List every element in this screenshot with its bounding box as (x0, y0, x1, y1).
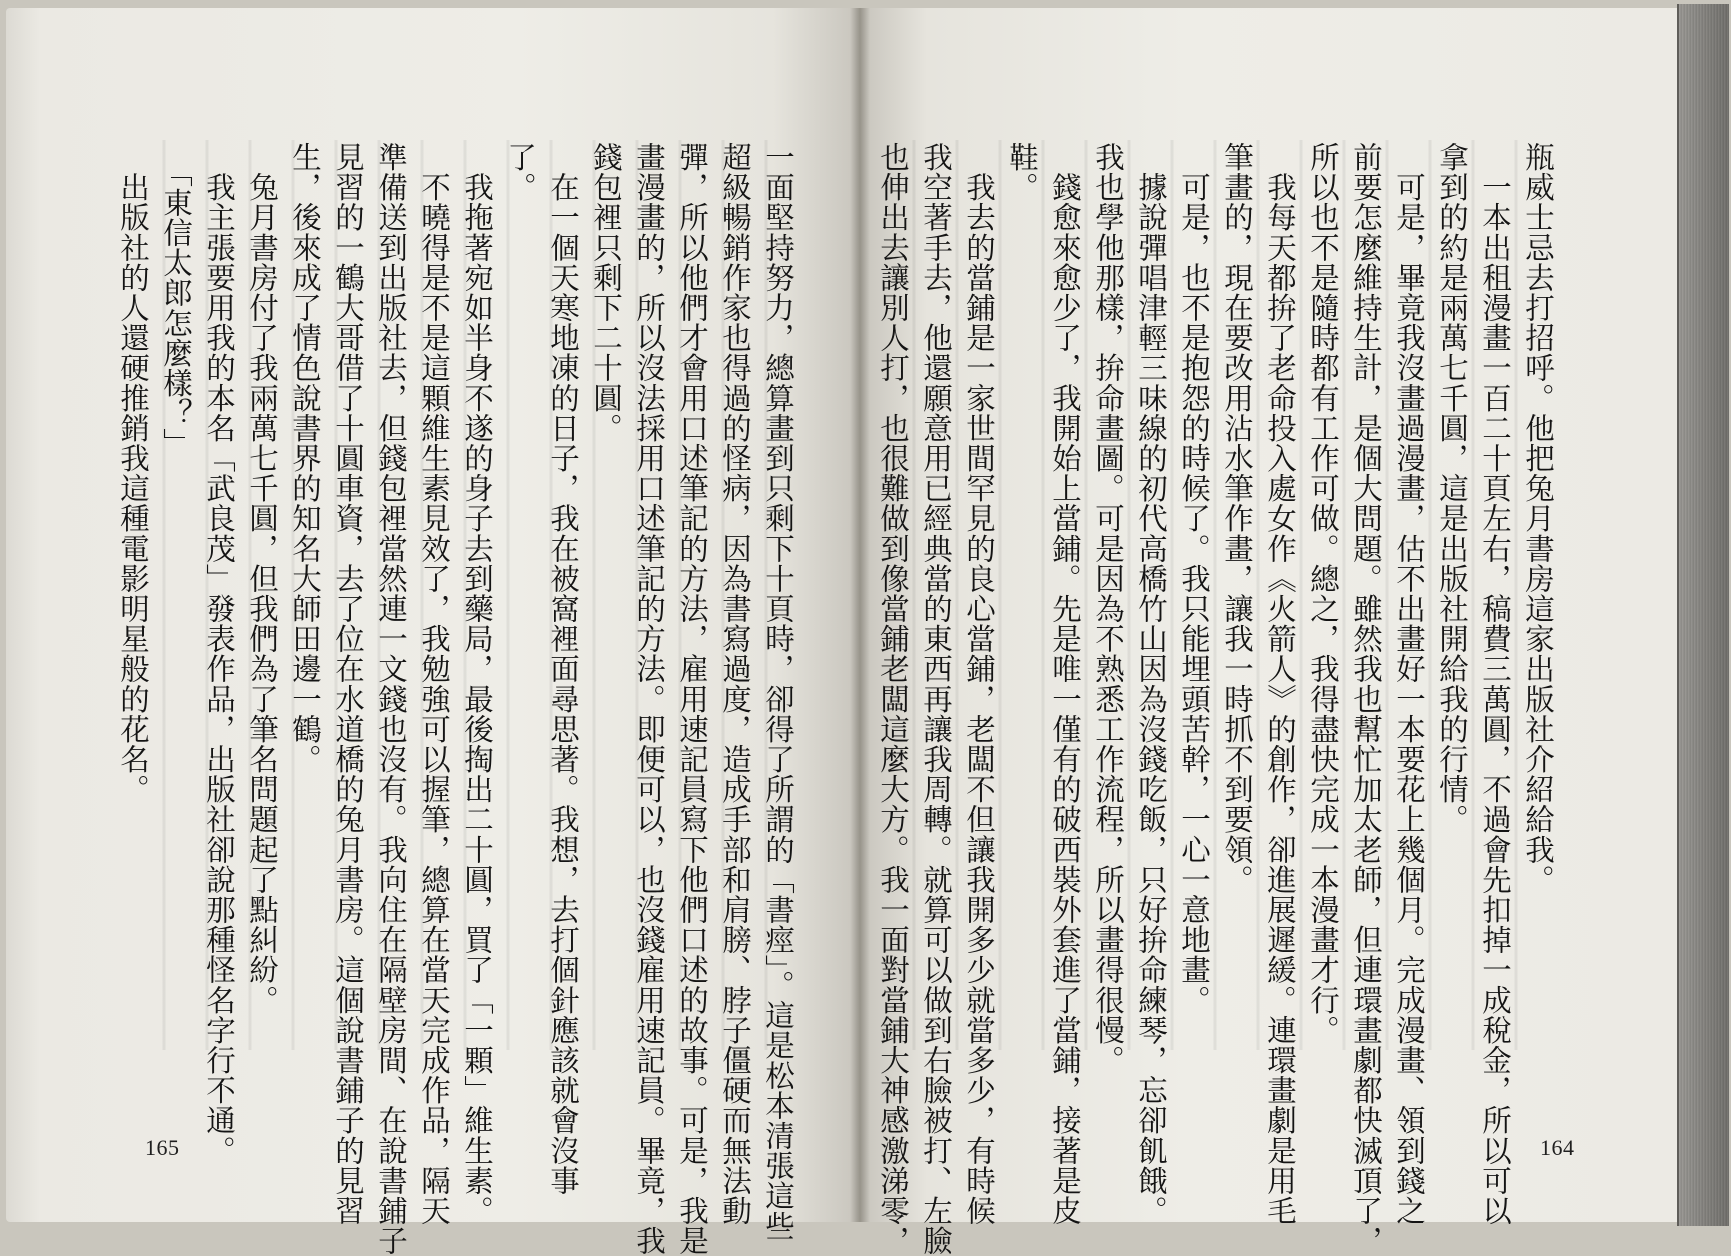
book-gutter (850, 8, 870, 1222)
text-column: 不曉得是不是這顆維生素見效了，我勉強可以握筆，總算在當天完成作品，隔天 (417, 142, 451, 1226)
text-column: 我也學他那樣，拚命畫圖。可是因為不熟悉工作流程，所以畫得很慢。 (1091, 142, 1125, 1076)
text-column: 據說彈唱津輕三味線的初代高橋竹山因為沒錢吃飯，只好拚命練琴，忘卻飢餓。 (1134, 142, 1168, 1226)
text-column: 前要怎麼維持生計，是個大問題。雖然我也幫忙加太老師，但連環畫劇都快滅頂了， (1349, 142, 1383, 1256)
text-column: 在一個天寒地凍的日子，我在被窩裡面尋思著。我想，去打個針應該就會沒事 (546, 142, 580, 1196)
text-column: 我每天都拚了老命投入處女作《火箭人》的創作，卻進展遲緩。連環畫劇是用毛 (1263, 142, 1297, 1226)
text-column: 筆畫的，現在要改用沾水筆作畫，讓我一時抓不到要領。 (1220, 142, 1254, 895)
text-column: 鞋。 (1005, 142, 1039, 203)
text-column: 生，後來成了情色說書界的知名大師田邊一鶴。 (288, 142, 322, 775)
text-column: 見習的一鶴大哥借了十圓車資，去了位在水道橋的兔月書房。這個說書鋪子的見習 (331, 142, 365, 1226)
text-column: 所以也不是隨時都有工作可做。總之，我得盡快完成一本漫畫才行。 (1306, 142, 1340, 1045)
text-column: 準備送到出版社去，但錢包裡當然連一文錢也沒有。我向住在隔壁房間、在說書鋪子 (374, 142, 408, 1256)
text-column: 瓶威士忌去打招呼。他把兔月書房這家出版社介紹給我。 (1521, 142, 1555, 895)
text-column: 超級暢銷作家也得過的怪病，因為書寫過度，造成手部和肩膀、脖子僵硬而無法動 (718, 142, 752, 1226)
text-column: 一面堅持努力，總算畫到只剩下十頁時，卻得了所謂的「書痙」。這是松本清張這些 (761, 142, 795, 1241)
page-number-left: 165 (145, 1135, 180, 1160)
text-column: 我空著手去，他還願意用已經典當的東西再讓我周轉。就算可以做到右臉被打、左臉 (919, 142, 953, 1256)
text-column: 畫漫畫的，所以沒法採用口述筆記的方法。即便可以，也沒錢雇用速記員。畢竟，我 (632, 142, 666, 1256)
text-column: 我拖著宛如半身不遂的身子去到藥局，最後掏出二十圓，買了「一顆」維生素。 (460, 142, 494, 1226)
text-column: 出版社的人還硬推銷我這種電影明星般的花名。 (116, 142, 150, 805)
text-column: 「東信太郎怎麼樣？」 (159, 142, 193, 459)
text-column: 可是，也不是抱怨的時候了。我只能埋頭苦幹，一心一意地畫。 (1177, 142, 1211, 1015)
text-column: 錢包裡只剩下二十圓。 (589, 142, 623, 443)
page-edges (1677, 4, 1729, 1226)
text-column: 可是，畢竟我沒畫過漫畫，估不出畫好一本要花上幾個月。完成漫畫、領到錢之 (1392, 142, 1426, 1226)
text-column: 彈，所以他們才會用口述筆記的方法，雇用速記員寫下他們口述的故事。可是，我是 (675, 142, 709, 1256)
text-column: 也伸出去讓別人打，也很難做到像當鋪老闆這麼大方。我一面對當鋪大神感激涕零， (876, 142, 910, 1256)
text-column: 我主張要用我的本名「武良茂」發表作品，出版社卻說那種怪名字行不通。 (202, 142, 236, 1166)
text-column: 錢愈來愈少了，我開始上當鋪。先是唯一僅有的破西裝外套進了當鋪，接著是皮 (1048, 142, 1082, 1226)
text-column: 拿到的約是兩萬七千圓，這是出版社開給我的行情。 (1435, 142, 1469, 835)
text-column: 我去的當鋪是一家世間罕見的良心當鋪，老闆不但讓我開多少就當多少，有時候 (962, 142, 996, 1226)
text-column: 了。 (503, 142, 537, 203)
text-column: 兔月書房付了我兩萬七千圓，但我們為了筆名問題起了點糾紛。 (245, 142, 279, 1015)
page-number-right: 164 (1540, 1135, 1575, 1160)
text-column: 一本出租漫畫一百二十頁左右，稿費三萬圓，不過會先扣掉一成稅金，所以可以 (1478, 142, 1512, 1226)
